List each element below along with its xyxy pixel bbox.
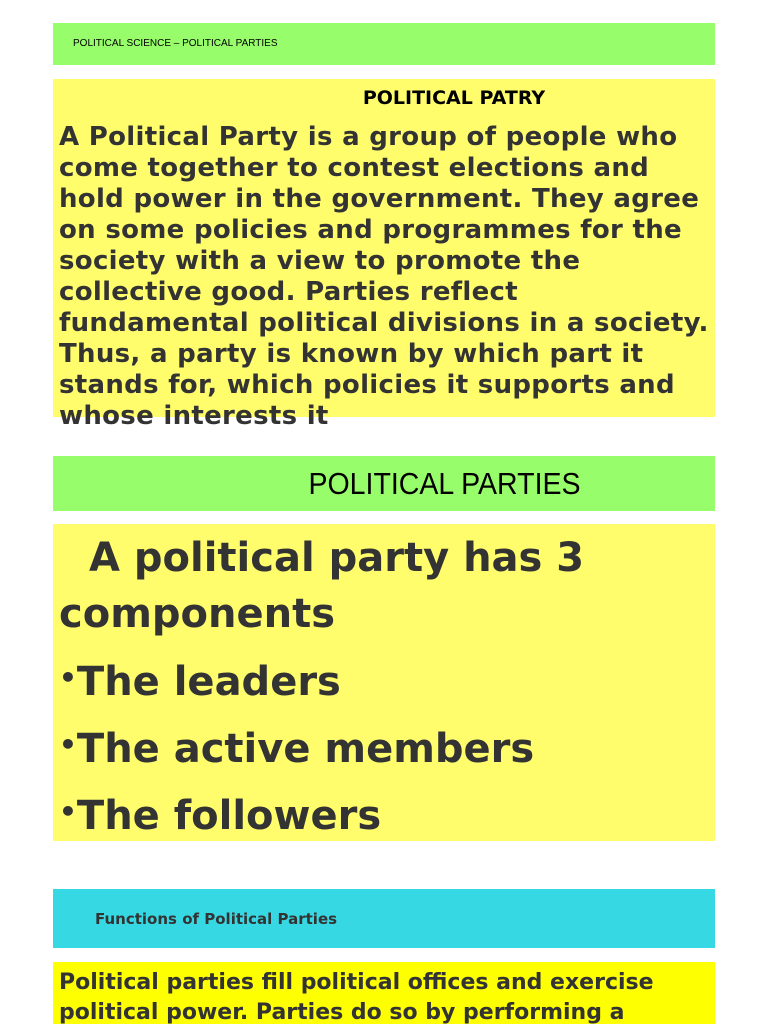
- bullet-icon: •: [59, 728, 77, 761]
- definition-text-container: [53, 122, 715, 433]
- definition-text: A Political Party is a group of people who come together to contest elections and hold power in the government. They agree on some policies and programmes for the society with a view to promote the collective good. Parties reflect fundamental political divisions in a society. Thus, a party is known by which part it stands for, which policies it supports and whose interests it: [59, 122, 709, 431]
- bullet-icon: •: [59, 795, 77, 828]
- list-item: [59, 792, 381, 840]
- definition-title: POLITICAL PATRY: [362, 87, 546, 109]
- functions-box: [53, 962, 715, 1024]
- component-followers: The followers: [76, 793, 382, 839]
- parties-heading: POLITICAL PARTIES: [308, 466, 581, 501]
- component-leaders: The leaders: [76, 659, 341, 705]
- functions-heading: Functions of Political Parties: [95, 910, 338, 928]
- functions-text: Political parties fill political offices and exercise political power. Parties do so by performing a: [59, 970, 654, 1024]
- bullet-icon: •: [59, 661, 77, 694]
- components-box: [53, 524, 715, 841]
- list-item: [59, 658, 341, 706]
- components-lead-text: A political party has 3 components: [59, 535, 585, 637]
- list-item: [59, 725, 534, 773]
- component-active-members: The active members: [76, 726, 535, 772]
- document-header: POLITICAL SCIENCE – POLITICAL PARTIES: [73, 38, 278, 49]
- header-bar: [53, 23, 715, 65]
- parties-heading-bar: [53, 456, 715, 511]
- functions-heading-bar: [53, 889, 715, 948]
